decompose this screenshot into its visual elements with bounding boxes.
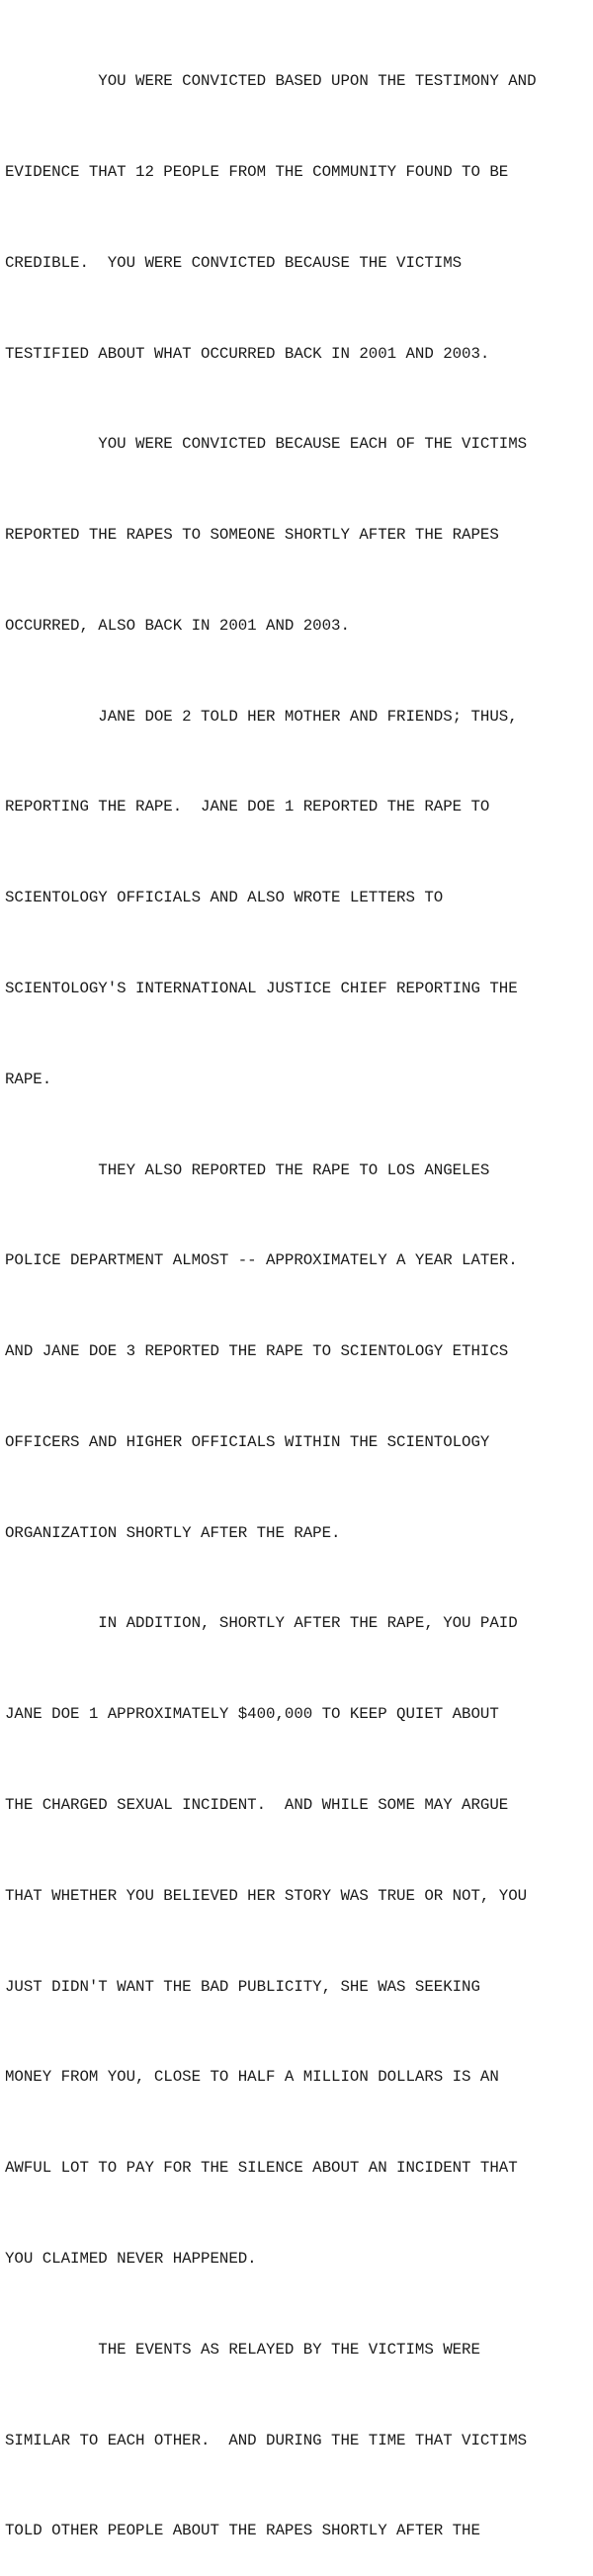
transcript-line: REPORTING THE RAPE. JANE DOE 1 REPORTED THE RAPE TO [5,798,490,816]
transcript-line: TOLD OTHER PEOPLE ABOUT THE RAPES SHORTLY AFTER THE [5,2522,480,2540]
transcript-line: REPORTED THE RAPES TO SOMEONE SHORTLY AFTER THE RAPES [5,526,499,545]
transcript-line: AND JANE DOE 3 REPORTED THE RAPE TO SCIENTOLOGY ETHICS [5,1342,509,1361]
transcript-line: MONEY FROM YOU, CLOSE TO HALF A MILLION DOLLARS IS AN [5,2068,499,2087]
transcript-line: OFFICERS AND HIGHER OFFICIALS WITHIN THE SCIENTOLOGY [5,1432,490,1451]
transcript-line: THE EVENTS AS RELAYED BY THE VICTIMS WERE [5,2340,480,2359]
transcript-page [5,6,593,2576]
transcript-line: EVIDENCE THAT 12 PEOPLE FROM THE COMMUNITY FOUND TO BE [5,162,509,181]
transcript-line: IN ADDITION, SHORTLY AFTER THE RAPE, YOU PAID [5,1614,518,1633]
transcript-line: YOU WERE CONVICTED BASED UPON THE TESTIMONY AND [5,72,537,91]
transcript-line: JUST DIDN'T WANT THE BAD PUBLICITY, SHE WAS SEEKING [5,1977,480,1996]
transcript-line: THEY ALSO REPORTED THE RAPE TO LOS ANGELES [5,1160,490,1179]
transcript-line: CREDIBLE. YOU WERE CONVICTED BECAUSE THE VICTIMS [5,253,463,272]
transcript-line: ORGANIZATION SHORTLY AFTER THE RAPE. [5,1523,341,1542]
transcript-line: THE CHARGED SEXUAL INCIDENT. AND WHILE SOME MAY ARGUE [5,1796,509,1815]
transcript-line: SCIENTOLOGY'S INTERNATIONAL JUSTICE CHIEF REPORTING THE [5,980,518,997]
transcript-line: THAT WHETHER YOU BELIEVED HER STORY WAS TRUE OR NOT, YOU [5,1886,528,1905]
transcript-line: SIMILAR TO EACH OTHER. AND DURING THE TIME THAT VICTIMS [5,2431,528,2449]
transcript-line: OCCURRED, ALSO BACK IN 2001 AND 2003. [5,616,350,635]
transcript-line: AWFUL LOT TO PAY FOR THE SILENCE ABOUT AN INCIDENT THAT [5,2159,518,2178]
transcript-line: JANE DOE 2 TOLD HER MOTHER AND FRIENDS; THUS, [5,707,518,726]
transcript-line: JANE DOE 1 APPROXIMATELY $400,000 TO KEEP QUIET ABOUT [5,1705,499,1724]
transcript-line: TESTIFIED ABOUT WHAT OCCURRED BACK IN 2001 AND 2003. [5,344,490,363]
transcript-line: POLICE DEPARTMENT ALMOST -- APPROXIMATELY A YEAR LATER. [5,1251,518,1270]
transcript-line: YOU WERE CONVICTED BECAUSE EACH OF THE VICTIMS [5,435,528,454]
transcript-line: RAPE. [5,1070,52,1088]
transcript-line: YOU CLAIMED NEVER HAPPENED. [5,2249,257,2268]
transcript-line: SCIENTOLOGY OFFICIALS AND ALSO WROTE LETTERS TO [5,889,444,907]
